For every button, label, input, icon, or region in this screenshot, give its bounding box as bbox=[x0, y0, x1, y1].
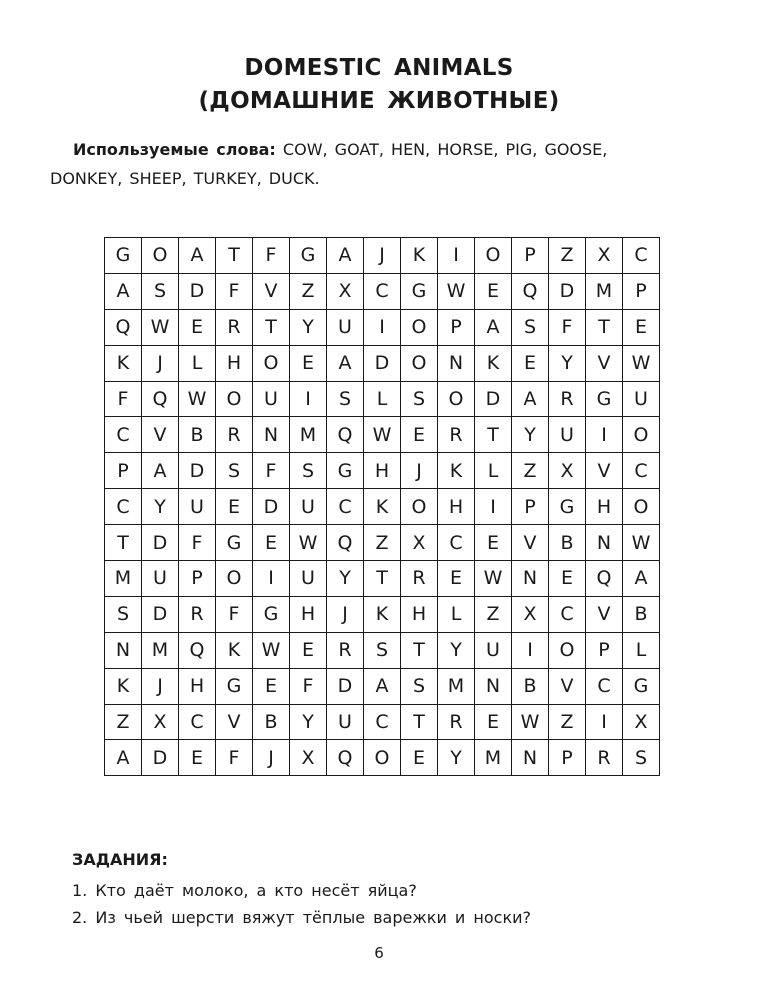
grid-cell: Z bbox=[549, 704, 586, 740]
grid-cell: E bbox=[475, 525, 512, 561]
grid-row bbox=[105, 489, 660, 525]
grid-cell: F bbox=[290, 668, 327, 704]
grid-cell: X bbox=[512, 596, 549, 632]
grid-cell: V bbox=[512, 525, 549, 561]
grid-cell: Z bbox=[475, 596, 512, 632]
grid-cell: S bbox=[142, 273, 179, 309]
grid-cell: O bbox=[253, 345, 290, 381]
grid-cell: M bbox=[438, 668, 475, 704]
grid-cell: L bbox=[179, 345, 216, 381]
grid-cell: I bbox=[512, 632, 549, 668]
grid-cell: V bbox=[142, 417, 179, 453]
grid-cell: G bbox=[623, 668, 660, 704]
tasks-section bbox=[72, 849, 531, 931]
grid-cell: Y bbox=[327, 561, 364, 597]
grid-cell: F bbox=[216, 740, 253, 776]
grid-cell: Z bbox=[364, 525, 401, 561]
grid-cell: W bbox=[142, 309, 179, 345]
grid-row bbox=[105, 417, 660, 453]
grid-cell: G bbox=[253, 596, 290, 632]
grid-cell: W bbox=[179, 381, 216, 417]
grid-cell: K bbox=[105, 345, 142, 381]
grid-cell: M bbox=[475, 740, 512, 776]
grid-cell: Y bbox=[512, 417, 549, 453]
grid-cell: R bbox=[216, 309, 253, 345]
grid-cell: Y bbox=[549, 345, 586, 381]
grid-cell: E bbox=[512, 345, 549, 381]
grid-cell: L bbox=[475, 453, 512, 489]
grid-cell: U bbox=[475, 632, 512, 668]
grid-cell: O bbox=[549, 632, 586, 668]
grid-cell: U bbox=[327, 309, 364, 345]
grid-cell: T bbox=[253, 309, 290, 345]
grid-cell: D bbox=[142, 740, 179, 776]
grid-cell: T bbox=[364, 561, 401, 597]
grid-cell: L bbox=[364, 381, 401, 417]
page-number: 6 bbox=[374, 944, 384, 962]
grid-cell: I bbox=[290, 381, 327, 417]
grid-row bbox=[105, 632, 660, 668]
grid-cell: F bbox=[216, 273, 253, 309]
grid-cell: R bbox=[216, 417, 253, 453]
grid-cell: C bbox=[364, 273, 401, 309]
grid-cell: T bbox=[401, 704, 438, 740]
grid-cell: R bbox=[549, 381, 586, 417]
grid-cell: R bbox=[438, 704, 475, 740]
grid-cell: A bbox=[364, 668, 401, 704]
grid-cell: W bbox=[623, 525, 660, 561]
grid-cell: Q bbox=[142, 381, 179, 417]
grid-cell: D bbox=[179, 453, 216, 489]
grid-cell: X bbox=[142, 704, 179, 740]
grid-cell: D bbox=[475, 381, 512, 417]
grid-cell: O bbox=[216, 381, 253, 417]
grid-cell: Q bbox=[327, 740, 364, 776]
grid-cell: R bbox=[586, 740, 623, 776]
grid-row bbox=[105, 668, 660, 704]
grid-cell: S bbox=[401, 381, 438, 417]
grid-cell: Y bbox=[438, 740, 475, 776]
grid-cell: C bbox=[438, 525, 475, 561]
grid-cell: R bbox=[327, 632, 364, 668]
word-search-table bbox=[104, 237, 660, 776]
grid-cell: U bbox=[142, 561, 179, 597]
grid-cell: E bbox=[401, 417, 438, 453]
grid-cell: J bbox=[401, 453, 438, 489]
grid-cell: W bbox=[290, 525, 327, 561]
grid-row bbox=[105, 381, 660, 417]
grid-row bbox=[105, 273, 660, 309]
grid-cell: A bbox=[142, 453, 179, 489]
grid-cell: Z bbox=[105, 704, 142, 740]
grid-cell: F bbox=[549, 309, 586, 345]
grid-cell: T bbox=[216, 238, 253, 274]
grid-cell: J bbox=[364, 238, 401, 274]
grid-cell: F bbox=[216, 596, 253, 632]
task-item-2: 2. Из чьей шерсти вяжут тёплые варежки и носки? bbox=[72, 908, 532, 927]
grid-cell: S bbox=[290, 453, 327, 489]
grid-cell: P bbox=[512, 238, 549, 274]
grid-cell: P bbox=[586, 632, 623, 668]
grid-cell: U bbox=[179, 489, 216, 525]
grid-cell: P bbox=[105, 453, 142, 489]
grid-cell: A bbox=[327, 345, 364, 381]
grid-row bbox=[105, 740, 660, 776]
grid-cell: Q bbox=[327, 525, 364, 561]
grid-cell: U bbox=[327, 704, 364, 740]
grid-cell: D bbox=[142, 596, 179, 632]
grid-cell: D bbox=[327, 668, 364, 704]
grid-cell: P bbox=[179, 561, 216, 597]
grid-cell: C bbox=[105, 489, 142, 525]
grid-cell: R bbox=[401, 561, 438, 597]
grid-cell: I bbox=[364, 309, 401, 345]
grid-cell: C bbox=[179, 704, 216, 740]
grid-cell: P bbox=[623, 273, 660, 309]
tasks-title: ЗАДАНИЯ: bbox=[72, 850, 168, 869]
grid-cell: Y bbox=[290, 309, 327, 345]
grid-cell: X bbox=[586, 238, 623, 274]
grid-cell: J bbox=[142, 345, 179, 381]
grid-row bbox=[105, 704, 660, 740]
grid-cell: S bbox=[512, 309, 549, 345]
grid-cell: N bbox=[512, 561, 549, 597]
grid-cell: S bbox=[216, 453, 253, 489]
grid-cell: A bbox=[105, 273, 142, 309]
grid-cell: C bbox=[623, 238, 660, 274]
grid-cell: C bbox=[364, 704, 401, 740]
grid-cell: X bbox=[623, 704, 660, 740]
grid-cell: A bbox=[327, 238, 364, 274]
grid-cell: D bbox=[142, 525, 179, 561]
grid-cell: X bbox=[290, 740, 327, 776]
used-words-label: Используемые слова: bbox=[73, 140, 276, 159]
grid-cell: S bbox=[364, 632, 401, 668]
grid-cell: K bbox=[438, 453, 475, 489]
grid-cell: A bbox=[179, 238, 216, 274]
grid-cell: W bbox=[253, 632, 290, 668]
grid-cell: H bbox=[179, 668, 216, 704]
grid-cell: X bbox=[327, 273, 364, 309]
grid-cell: Q bbox=[327, 417, 364, 453]
grid-cell: J bbox=[327, 596, 364, 632]
word-search-grid bbox=[104, 237, 660, 776]
grid-row bbox=[105, 561, 660, 597]
grid-cell: L bbox=[623, 632, 660, 668]
grid-row bbox=[105, 238, 660, 274]
grid-cell: G bbox=[586, 381, 623, 417]
grid-cell: F bbox=[105, 381, 142, 417]
used-words-list-1: COW, GOAT, HEN, HORSE, PIG, GOOSE, bbox=[282, 140, 608, 159]
grid-cell: S bbox=[401, 668, 438, 704]
grid-cell: P bbox=[549, 740, 586, 776]
used-words-list-2: DONKEY, SHEEP, TURKEY, DUCK. bbox=[50, 169, 320, 188]
grid-cell: G bbox=[216, 525, 253, 561]
grid-cell: Y bbox=[142, 489, 179, 525]
grid-cell: V bbox=[253, 273, 290, 309]
grid-cell: M bbox=[142, 632, 179, 668]
grid-cell: O bbox=[623, 489, 660, 525]
grid-cell: Q bbox=[105, 309, 142, 345]
grid-cell: J bbox=[142, 668, 179, 704]
grid-cell: I bbox=[475, 489, 512, 525]
grid-cell: B bbox=[512, 668, 549, 704]
grid-cell: B bbox=[623, 596, 660, 632]
used-words bbox=[50, 135, 720, 193]
grid-cell: A bbox=[105, 740, 142, 776]
grid-cell: E bbox=[401, 740, 438, 776]
grid-cell: N bbox=[475, 668, 512, 704]
grid-cell: E bbox=[623, 309, 660, 345]
grid-cell: U bbox=[290, 489, 327, 525]
grid-row bbox=[105, 596, 660, 632]
grid-cell: E bbox=[290, 345, 327, 381]
grid-cell: B bbox=[179, 417, 216, 453]
grid-cell: A bbox=[623, 561, 660, 597]
grid-cell: T bbox=[105, 525, 142, 561]
grid-cell: A bbox=[475, 309, 512, 345]
grid-cell: O bbox=[142, 238, 179, 274]
used-words-line-1 bbox=[50, 135, 720, 164]
grid-cell: H bbox=[586, 489, 623, 525]
grid-cell: C bbox=[623, 453, 660, 489]
grid-cell: F bbox=[253, 238, 290, 274]
grid-cell: E bbox=[216, 489, 253, 525]
grid-cell: O bbox=[438, 381, 475, 417]
grid-cell: N bbox=[438, 345, 475, 381]
grid-cell: E bbox=[549, 561, 586, 597]
grid-cell: B bbox=[253, 704, 290, 740]
grid-cell: E bbox=[438, 561, 475, 597]
grid-cell: Q bbox=[179, 632, 216, 668]
grid-cell: O bbox=[216, 561, 253, 597]
grid-cell: E bbox=[253, 525, 290, 561]
grid-cell: K bbox=[105, 668, 142, 704]
grid-cell: K bbox=[364, 596, 401, 632]
grid-cell: S bbox=[327, 381, 364, 417]
grid-cell: P bbox=[512, 489, 549, 525]
grid-cell: H bbox=[401, 596, 438, 632]
grid-cell: O bbox=[401, 345, 438, 381]
grid-cell: W bbox=[512, 704, 549, 740]
grid-cell: H bbox=[364, 453, 401, 489]
grid-cell: W bbox=[623, 345, 660, 381]
task-item-1: 1. Кто даёт молоко, а кто несёт яйца? bbox=[72, 881, 417, 900]
grid-cell: Z bbox=[290, 273, 327, 309]
grid-cell: S bbox=[105, 596, 142, 632]
grid-cell: H bbox=[216, 345, 253, 381]
grid-cell: T bbox=[475, 417, 512, 453]
grid-cell: O bbox=[475, 238, 512, 274]
grid-cell: Z bbox=[549, 238, 586, 274]
grid-cell: G bbox=[401, 273, 438, 309]
grid-cell: E bbox=[253, 668, 290, 704]
grid-cell: H bbox=[438, 489, 475, 525]
grid-cell: U bbox=[253, 381, 290, 417]
grid-cell: R bbox=[438, 417, 475, 453]
grid-row bbox=[105, 453, 660, 489]
grid-cell: K bbox=[216, 632, 253, 668]
grid-cell: N bbox=[105, 632, 142, 668]
grid-cell: E bbox=[290, 632, 327, 668]
page-subtitle: (ДОМАШНИЕ ЖИВОТНЫЕ) bbox=[198, 88, 560, 114]
grid-cell: G bbox=[105, 238, 142, 274]
grid-cell: M bbox=[290, 417, 327, 453]
grid-cell: R bbox=[179, 596, 216, 632]
grid-cell: T bbox=[586, 309, 623, 345]
grid-cell: H bbox=[290, 596, 327, 632]
grid-cell: E bbox=[179, 740, 216, 776]
grid-cell: L bbox=[438, 596, 475, 632]
grid-cell: O bbox=[364, 740, 401, 776]
grid-cell: N bbox=[512, 740, 549, 776]
grid-cell: E bbox=[475, 273, 512, 309]
grid-cell: G bbox=[549, 489, 586, 525]
grid-cell: X bbox=[401, 525, 438, 561]
grid-cell: I bbox=[253, 561, 290, 597]
grid-cell: I bbox=[586, 417, 623, 453]
grid-cell: V bbox=[586, 345, 623, 381]
grid-cell: K bbox=[475, 345, 512, 381]
grid-cell: J bbox=[253, 740, 290, 776]
grid-cell: T bbox=[401, 632, 438, 668]
grid-cell: S bbox=[623, 740, 660, 776]
grid-cell: D bbox=[253, 489, 290, 525]
grid-cell: X bbox=[549, 453, 586, 489]
page-title: DOMESTIC ANIMALS bbox=[244, 55, 514, 81]
grid-cell: V bbox=[586, 453, 623, 489]
grid-cell: C bbox=[327, 489, 364, 525]
grid-cell: G bbox=[327, 453, 364, 489]
grid-cell: I bbox=[438, 238, 475, 274]
grid-cell: W bbox=[364, 417, 401, 453]
grid-cell: V bbox=[216, 704, 253, 740]
grid-row bbox=[105, 525, 660, 561]
grid-cell: M bbox=[105, 561, 142, 597]
grid-cell: C bbox=[549, 596, 586, 632]
grid-cell: N bbox=[253, 417, 290, 453]
grid-cell: I bbox=[586, 704, 623, 740]
grid-cell: B bbox=[549, 525, 586, 561]
grid-cell: P bbox=[438, 309, 475, 345]
grid-cell: U bbox=[623, 381, 660, 417]
grid-cell: K bbox=[401, 238, 438, 274]
grid-cell: Y bbox=[438, 632, 475, 668]
grid-cell: V bbox=[586, 596, 623, 632]
grid-cell: C bbox=[586, 668, 623, 704]
grid-cell: D bbox=[364, 345, 401, 381]
grid-cell: Y bbox=[290, 704, 327, 740]
grid-cell: D bbox=[549, 273, 586, 309]
grid-cell: Q bbox=[512, 273, 549, 309]
grid-cell: W bbox=[438, 273, 475, 309]
grid-cell: G bbox=[216, 668, 253, 704]
grid-cell: V bbox=[549, 668, 586, 704]
grid-cell: O bbox=[401, 489, 438, 525]
grid-cell: A bbox=[512, 381, 549, 417]
grid-cell: F bbox=[253, 453, 290, 489]
grid-cell: G bbox=[290, 238, 327, 274]
grid-cell: Q bbox=[586, 561, 623, 597]
grid-cell: D bbox=[179, 273, 216, 309]
grid-cell: E bbox=[475, 704, 512, 740]
grid-cell: K bbox=[364, 489, 401, 525]
grid-cell: U bbox=[290, 561, 327, 597]
grid-cell: Z bbox=[512, 453, 549, 489]
grid-cell: W bbox=[475, 561, 512, 597]
grid-cell: U bbox=[549, 417, 586, 453]
grid-row bbox=[105, 345, 660, 381]
grid-cell: F bbox=[179, 525, 216, 561]
grid-row bbox=[105, 309, 660, 345]
grid-cell: N bbox=[586, 525, 623, 561]
grid-cell: M bbox=[586, 273, 623, 309]
grid-cell: O bbox=[401, 309, 438, 345]
grid-cell: O bbox=[623, 417, 660, 453]
grid-cell: E bbox=[179, 309, 216, 345]
grid-cell: C bbox=[105, 417, 142, 453]
